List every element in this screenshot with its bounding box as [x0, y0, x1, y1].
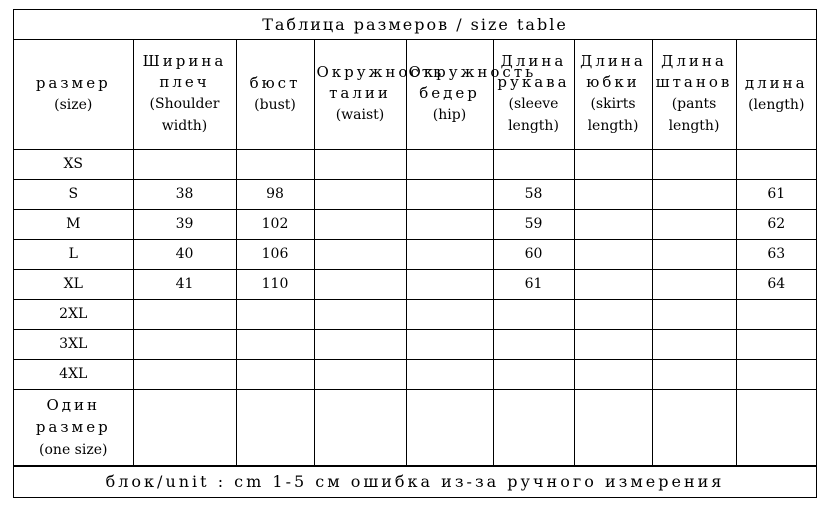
cell-hip	[406, 329, 493, 359]
cell-pants	[652, 389, 736, 466]
cell-waist	[314, 239, 406, 269]
size-table-sheet	[13, 9, 817, 498]
table-row	[14, 269, 816, 299]
cell-shoulder: 39	[133, 209, 236, 239]
table-title: Таблица размеров / size table	[14, 10, 816, 40]
cell-skirt	[574, 359, 652, 389]
cell-size: 2XL	[14, 299, 133, 329]
cell-shoulder: 40	[133, 239, 236, 269]
header-waist: Окружность талии (waist)	[314, 40, 406, 149]
cell-hip	[406, 179, 493, 209]
cell-bust: 98	[236, 179, 314, 209]
cell-hip	[406, 209, 493, 239]
cell-one-size-label: Один размер (one size)	[14, 389, 133, 466]
cell-length	[736, 329, 816, 359]
cell-size: 4XL	[14, 359, 133, 389]
cell-length: 61	[736, 179, 816, 209]
cell-hip	[406, 269, 493, 299]
header-length: длина (length)	[736, 40, 816, 149]
cell-bust	[236, 329, 314, 359]
table-row	[14, 359, 816, 389]
cell-sleeve	[493, 359, 574, 389]
cell-size: 3XL	[14, 329, 133, 359]
cell-length	[736, 389, 816, 466]
cell-length: 64	[736, 269, 816, 299]
cell-length	[736, 149, 816, 179]
table-row	[14, 179, 816, 209]
cell-bust: 110	[236, 269, 314, 299]
cell-skirt	[574, 299, 652, 329]
cell-pants	[652, 359, 736, 389]
header-pants: Длина штанов (pants length)	[652, 40, 736, 149]
cell-size: XL	[14, 269, 133, 299]
cell-skirt	[574, 149, 652, 179]
cell-size: M	[14, 209, 133, 239]
header-sleeve: Длина рукава (sleeve length)	[493, 40, 574, 149]
cell-shoulder	[133, 329, 236, 359]
cell-waist	[314, 299, 406, 329]
cell-hip	[406, 359, 493, 389]
cell-pants	[652, 269, 736, 299]
cell-skirt	[574, 329, 652, 359]
header-hip: Окружность бедер (hip)	[406, 40, 493, 149]
cell-waist	[314, 209, 406, 239]
cell-skirt	[574, 239, 652, 269]
table-row	[14, 149, 816, 179]
cell-bust: 102	[236, 209, 314, 239]
cell-sleeve: 61	[493, 269, 574, 299]
cell-hip	[406, 299, 493, 329]
cell-size: XS	[14, 149, 133, 179]
cell-waist	[314, 389, 406, 466]
cell-hip	[406, 389, 493, 466]
header-size: размер (size)	[14, 40, 133, 149]
table-row	[14, 329, 816, 359]
header-skirt: Длина юбки (skirts length)	[574, 40, 652, 149]
header-bust: бюст (bust)	[236, 40, 314, 149]
cell-shoulder	[133, 389, 236, 466]
cell-sleeve	[493, 299, 574, 329]
cell-bust	[236, 359, 314, 389]
header-row	[14, 40, 816, 149]
cell-shoulder: 41	[133, 269, 236, 299]
cell-shoulder	[133, 299, 236, 329]
size-table	[14, 40, 816, 467]
cell-bust	[236, 149, 314, 179]
cell-pants	[652, 299, 736, 329]
cell-bust	[236, 389, 314, 466]
table-row	[14, 299, 816, 329]
cell-skirt	[574, 269, 652, 299]
cell-length	[736, 359, 816, 389]
cell-waist	[314, 329, 406, 359]
cell-sleeve: 58	[493, 179, 574, 209]
cell-bust: 106	[236, 239, 314, 269]
cell-hip	[406, 149, 493, 179]
cell-sleeve: 59	[493, 209, 574, 239]
cell-pants	[652, 179, 736, 209]
cell-sleeve	[493, 329, 574, 359]
cell-waist	[314, 269, 406, 299]
cell-pants	[652, 239, 736, 269]
cell-size: L	[14, 239, 133, 269]
unit-footer: блок/unit : cm 1-5 см ошибка из-за ручного измерения	[14, 465, 816, 497]
cell-shoulder	[133, 149, 236, 179]
cell-sleeve	[493, 389, 574, 466]
cell-sleeve: 60	[493, 239, 574, 269]
cell-waist	[314, 359, 406, 389]
cell-shoulder	[133, 359, 236, 389]
cell-hip	[406, 239, 493, 269]
cell-length: 62	[736, 209, 816, 239]
table-row-one-size	[14, 389, 816, 466]
header-shoulder: Ширина плеч (Shoulder width)	[133, 40, 236, 149]
table-row	[14, 209, 816, 239]
cell-pants	[652, 149, 736, 179]
cell-waist	[314, 179, 406, 209]
cell-size: S	[14, 179, 133, 209]
cell-sleeve	[493, 149, 574, 179]
cell-shoulder: 38	[133, 179, 236, 209]
cell-skirt	[574, 209, 652, 239]
table-row	[14, 239, 816, 269]
cell-waist	[314, 149, 406, 179]
cell-length: 63	[736, 239, 816, 269]
cell-length	[736, 299, 816, 329]
cell-skirt	[574, 179, 652, 209]
cell-pants	[652, 209, 736, 239]
cell-bust	[236, 299, 314, 329]
cell-pants	[652, 329, 736, 359]
cell-skirt	[574, 389, 652, 466]
